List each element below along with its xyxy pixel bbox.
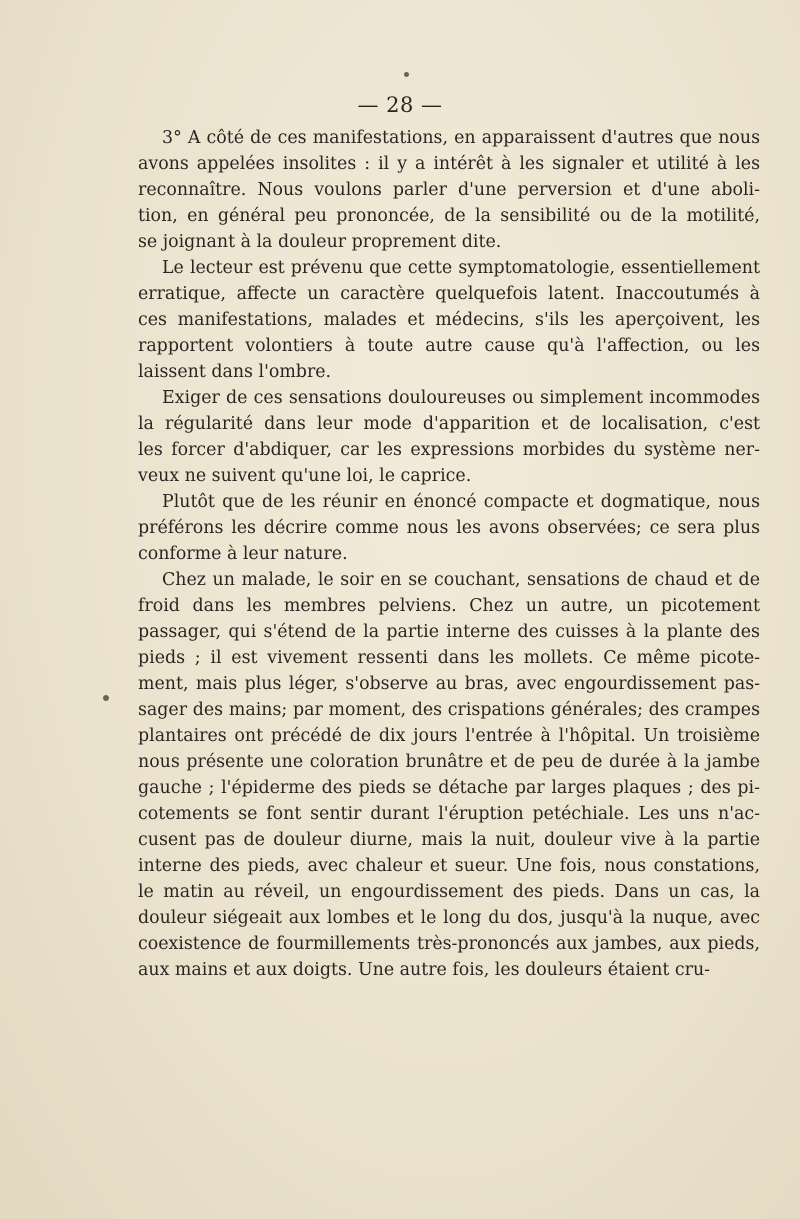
text-line: se joignant à la douleur proprement dite.: [138, 232, 502, 252]
text-line: ces manifestations, malades et médecins, s'ils les aperçoivent, les: [138, 310, 760, 330]
text-line: tion, en général peu prononcée, de la sensibilité ou de la motilité,: [138, 206, 760, 226]
text-line: laissent dans l'ombre.: [138, 362, 332, 382]
text-line: veux ne suivent qu'une loi, le caprice.: [138, 466, 472, 486]
text-line: aux mains et aux doigts. Une autre fois, les douleurs étaient cru-: [138, 960, 711, 980]
text-line: interne des pieds, avec chaleur et sueur. Une fois, nous constations,: [138, 856, 760, 876]
text-line: conforme à leur nature.: [138, 544, 348, 564]
text-line: Le lecteur est prévenu que cette symptomatologie, essentiellement: [162, 258, 760, 278]
text-line: froid dans les membres pelviens. Chez un autre, un picotement: [138, 596, 760, 616]
text-line: douleur siégeait aux lombes et le long du dos, jusqu'à la nuque, avec: [138, 908, 760, 928]
text-line: gauche ; l'épiderme des pieds se détache par larges plaques ; des pi-: [138, 778, 760, 798]
body-text: [138, 125, 760, 983]
text-line: Chez un malade, le soir en se couchant, sensations de chaud et de: [162, 570, 760, 590]
text-line: préférons les décrire comme nous les avons observées; ce sera plus: [138, 518, 760, 538]
text-line: cusent pas de douleur diurne, mais la nuit, douleur vive à la partie: [138, 830, 760, 850]
text-line: la régularité dans leur mode d'apparition et de localisation, c'est: [138, 414, 760, 434]
text-line: cotements se font sentir durant l'éruption petéchiale. Les uns n'ac-: [138, 804, 760, 824]
text-line: reconnaître. Nous voulons parler d'une perversion et d'une aboli-: [138, 180, 760, 200]
text-line: avons appelées insolites : il y a intérêt à les signaler et utilité à les: [138, 154, 760, 174]
text-line: erratique, affecte un caractère quelquefois latent. Inaccoutumés à: [138, 284, 760, 304]
page-number: — 28 —: [357, 93, 443, 117]
text-line: rapportent volontiers à toute autre cause qu'à l'affection, ou les: [138, 336, 760, 356]
text-line: 3° A côté de ces manifestations, en apparaissent d'autres que nous: [162, 128, 760, 148]
text-line: les forcer d'abdiquer, car les expressions morbides du système ner-: [138, 440, 760, 460]
ink-speck: [103, 695, 109, 701]
ink-speck: [404, 72, 409, 77]
text-line: Plutôt que de les réunir en énoncé compacte et dogmatique, nous: [162, 492, 760, 512]
text-line: le matin au réveil, un engourdissement des pieds. Dans un cas, la: [138, 882, 760, 902]
text-line: pieds ; il est vivement ressenti dans les mollets. Ce même picote-: [138, 648, 760, 668]
text-line: ment, mais plus léger, s'observe au bras, avec engourdissement pas-: [138, 674, 760, 694]
text-line: coexistence de fourmillements très-prononcés aux jambes, aux pieds,: [138, 934, 760, 954]
text-line: passager, qui s'étend de la partie interne des cuisses à la plante des: [138, 622, 760, 642]
text-line: sager des mains; par moment, des crispations générales; des crampes: [138, 700, 760, 720]
text-line: nous présente une coloration brunâtre et de peu de durée à la jambe: [138, 752, 760, 772]
text-line: plantaires ont précédé de dix jours l'entrée à l'hôpital. Un troisième: [138, 726, 760, 746]
text-line: Exiger de ces sensations douloureuses ou simplement incommodes: [162, 388, 760, 408]
